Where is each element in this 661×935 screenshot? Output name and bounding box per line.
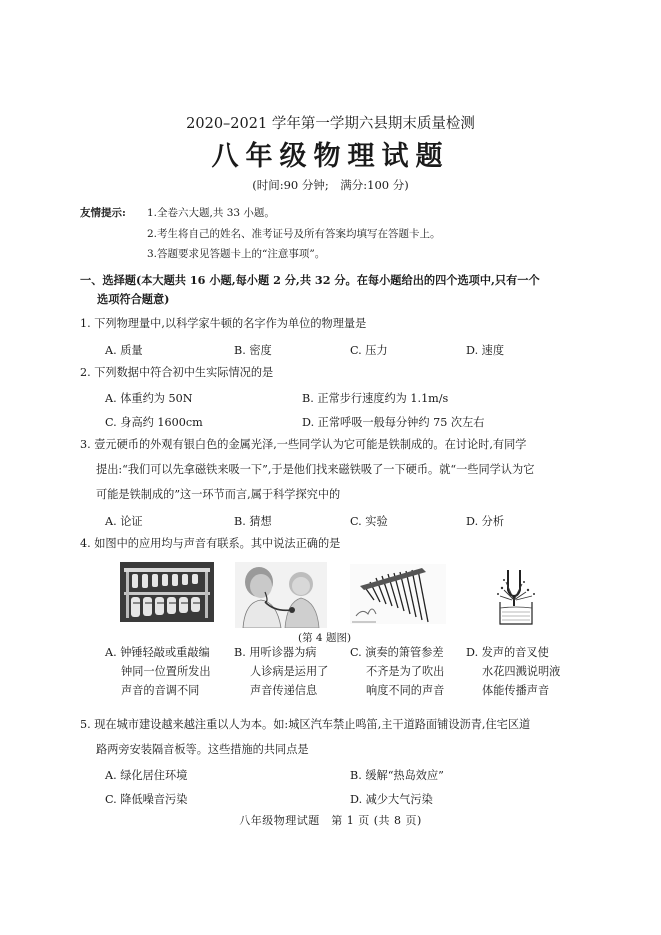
tip-1: 1.全卷六大题,共 33 小题。 xyxy=(147,207,275,219)
q3-option-d: D. 分析 xyxy=(466,515,505,528)
q1-option-c: C. 压力 xyxy=(350,344,388,357)
q1-option-d: D. 速度 xyxy=(466,344,505,357)
q4-option-b-line: 人诊病是运用了 xyxy=(250,665,329,678)
panpipes-image xyxy=(350,564,446,624)
q3-line-2: 提出:“我们可以先拿磁铁来吸一下”,于是他们找来磁铁吸了一下硬币。就“一些同学认为它 xyxy=(96,463,535,476)
q4-option-d xyxy=(466,643,560,700)
q4-option-a-line: 钟同一位置所发出 xyxy=(121,665,211,678)
q5-option-c: C. 降低噪音污染 xyxy=(105,793,188,806)
q4-option-d-line: 水花四溅说明液 xyxy=(482,665,561,678)
q4-option-d-line: 体能传播声音 xyxy=(482,684,550,697)
exam-title: 八年级物理试题 xyxy=(211,141,450,172)
q5-option-b: B. 缓解“热岛效应” xyxy=(350,769,444,782)
q4-option-c xyxy=(350,643,444,700)
q4-option-a-line: A. 钟锤轻敲或重敲编 xyxy=(105,646,210,659)
time-note: (时间:90 分钟; 满分:100 分) xyxy=(252,178,409,192)
q3-option-b: B. 猜想 xyxy=(234,515,272,528)
q4-option-c-line: C. 演奏的箫管参差 xyxy=(350,646,444,659)
q1-option-b: B. 密度 xyxy=(234,344,272,357)
q3-option-c: C. 实验 xyxy=(350,515,388,528)
q2-stem: 2. 下列数据中符合初中生实际情况的是 xyxy=(80,366,274,379)
q3-line-3: 可能是铁制成的”这一环节而言,属于科学探究中的 xyxy=(96,488,341,501)
bianzhong-bells-image xyxy=(120,562,214,622)
q3-option-a: A. 论证 xyxy=(105,515,143,528)
tips-label: 友情提示: xyxy=(80,207,126,219)
q5-option-d: D. 减少大气污染 xyxy=(350,793,433,806)
q3-line-1: 3. 壹元硬币的外观有银白色的金属光泽,一些同学认为它可能是铁制成的。在讨论时,有同学 xyxy=(80,438,527,451)
stethoscope-image xyxy=(235,562,327,628)
page-footer: 八年级物理试题 第 1 页 (共 8 页) xyxy=(239,814,422,827)
q4-option-a-line: 声音的音调不同 xyxy=(121,684,200,697)
q4-stem: 4. 如图中的应用均与声音有联系。其中说法正确的是 xyxy=(80,537,341,550)
q5-line-2: 路两旁安装隔音板等。这些措施的共同点是 xyxy=(96,743,309,756)
q1-stem: 1. 下列物理量中,以科学家牛顿的名字作为单位的物理量是 xyxy=(80,317,367,330)
q5-line-1: 5. 现在城市建设越来越注重以人为本。如:城区汽车禁止鸣笛,主干道路面铺设沥青,住宅区道 xyxy=(80,718,531,731)
q2-option-b: B. 正常步行速度约为 1.1m/s xyxy=(302,392,449,405)
q4-option-c-line: 响度不同的声音 xyxy=(366,684,445,697)
q4-option-d-line: D. 发声的音叉使 xyxy=(466,646,549,659)
tuning-fork-image xyxy=(492,566,542,626)
tip-2: 2.考生将自己的姓名、准考证号及所有答案均填写在答题卡上。 xyxy=(147,228,441,240)
q4-option-b-line: B. 用听诊器为病 xyxy=(234,646,317,659)
q2-option-d: D. 正常呼吸一般每分钟约 75 次左右 xyxy=(302,416,485,429)
section-heading-line2: 选项符合题意) xyxy=(97,292,170,306)
q4-option-b xyxy=(234,643,328,700)
q4-option-b-line: 声音传递信息 xyxy=(250,684,318,697)
q5-option-a: A. 绿化居住环境 xyxy=(105,769,188,782)
figure-caption: (第 4 题图) xyxy=(298,632,352,644)
q4-option-a xyxy=(105,643,211,700)
q4-option-c-line: 不齐是为了吹出 xyxy=(366,665,445,678)
exam-subtitle: 2020–2021 学年第一学期六县期末质量检测 xyxy=(186,116,475,132)
section-heading-line1: 一、选择题(本大题共 16 小题,每小题 2 分,共 32 分。在每小题给出的四个选项中,只有一个 xyxy=(80,273,540,287)
q2-option-a: A. 体重约为 50N xyxy=(105,392,193,405)
q2-option-c: C. 身高约 1600cm xyxy=(105,416,203,429)
q1-option-a: A. 质量 xyxy=(105,344,143,357)
tip-3: 3.答题要求见答题卡上的“注意事项”。 xyxy=(147,248,326,260)
